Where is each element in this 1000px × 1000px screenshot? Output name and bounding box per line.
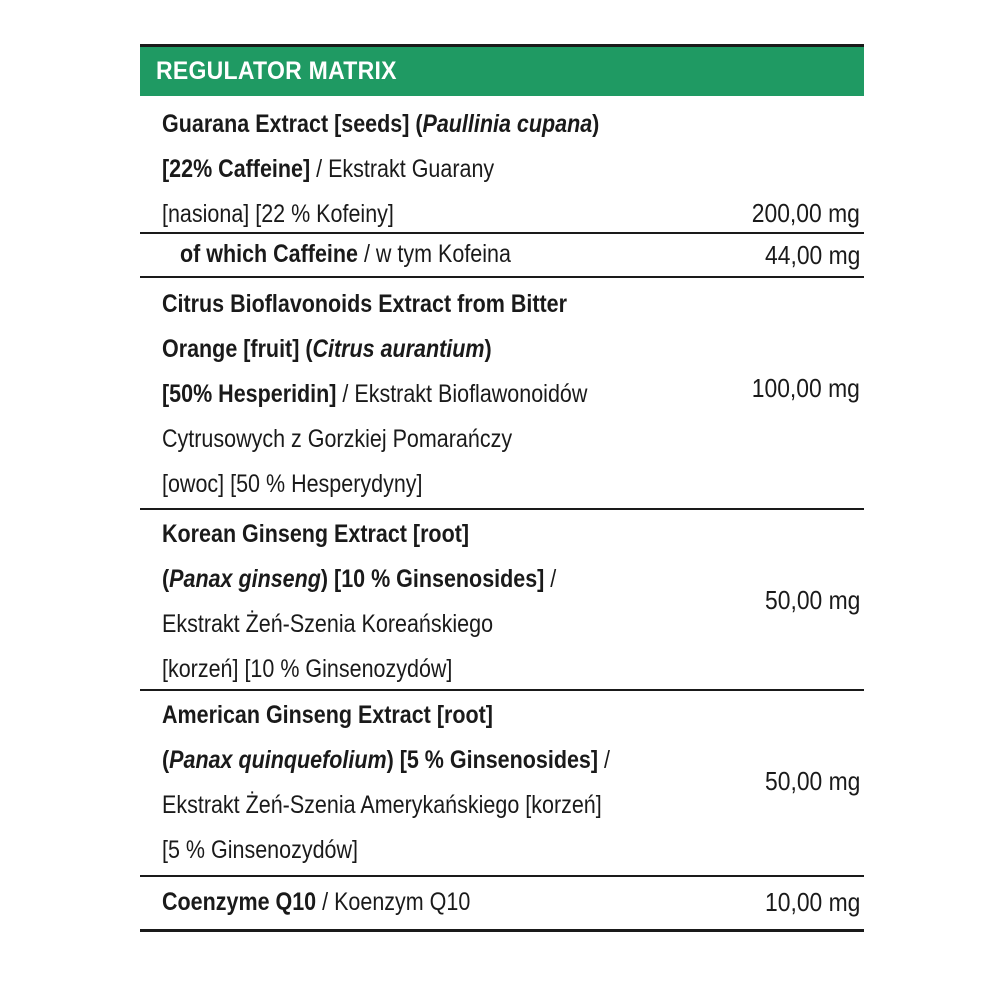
ingredient-amount: 10,00 mg	[764, 887, 860, 917]
description-text: Ekstrakt Żeń-Szenia Koreańskiego	[162, 610, 494, 638]
description-line	[162, 102, 644, 147]
description-line	[162, 880, 644, 925]
latin-name-text: Panax ginseng	[169, 565, 321, 593]
description-text: (	[162, 565, 170, 593]
description-line	[162, 783, 644, 828]
description-line	[162, 462, 644, 507]
ingredient-description	[162, 512, 722, 692]
description-text: [nasiona] [22 % Kofeiny]	[162, 200, 394, 228]
description-line	[162, 372, 644, 417]
description-line	[162, 828, 644, 873]
description-text: Orange [fruit] (	[162, 335, 313, 363]
description-text: [korzeń] [10 % Ginsenozydów]	[162, 655, 453, 683]
ingredient-description	[162, 880, 722, 925]
ingredient-amount: 44,00 mg	[764, 240, 860, 270]
description-text: American Ginseng Extract [root]	[162, 701, 493, 729]
description-text: Guarana Extract [seeds] (	[162, 110, 423, 138]
table-header	[140, 44, 864, 96]
ingredient-row-caffeine	[140, 234, 864, 278]
ingredient-amount: 50,00 mg	[764, 585, 860, 615]
description-text: / w tym Kofeina	[357, 240, 511, 268]
description-line	[162, 192, 644, 237]
description-text: ) [10 % Ginsenosides]	[320, 565, 545, 593]
ingredient-description	[162, 102, 722, 237]
description-line	[162, 557, 644, 602]
description-text: [50% Hesperidin]	[162, 380, 337, 408]
latin-name-text: Paullinia cupana	[422, 110, 593, 138]
description-line	[162, 327, 644, 372]
description-text: Citrus Bioflavonoids Extract from Bitter	[162, 290, 567, 318]
ingredient-row-coenzyme-q10	[140, 877, 864, 932]
description-text: / Koenzym Q10	[316, 888, 471, 916]
description-text: (	[162, 746, 170, 774]
description-line	[162, 693, 644, 738]
latin-name-text: Citrus aurantium	[312, 335, 485, 363]
description-text: Cytrusowych z Gorzkiej Pomarańczy	[162, 425, 513, 453]
description-line	[162, 282, 644, 327]
ingredient-amount: 200,00 mg	[751, 198, 860, 228]
description-line	[162, 417, 644, 462]
description-text: [22% Caffeine]	[162, 155, 311, 183]
ingredient-description	[162, 232, 740, 277]
description-text: Korean Ginseng Extract [root]	[162, 520, 470, 548]
ingredient-description	[162, 282, 722, 507]
description-line	[162, 512, 644, 557]
description-text: /	[544, 565, 557, 593]
description-line	[180, 232, 662, 277]
description-text: Coenzyme Q10	[162, 888, 317, 916]
ingredient-amount: 100,00 mg	[751, 373, 860, 403]
description-text: of which Caffeine	[180, 240, 358, 268]
ingredient-row-korean-ginseng	[140, 510, 864, 691]
ingredient-amount: 50,00 mg	[764, 766, 860, 796]
table-title: REGULATOR MATRIX	[156, 57, 397, 85]
description-text: / Ekstrakt Bioflawonoidów	[336, 380, 588, 408]
description-text: Ekstrakt Żeń-Szenia Amerykańskiego [korzeń]	[162, 791, 602, 819]
description-text: )	[592, 110, 600, 138]
description-line	[162, 602, 644, 647]
latin-name-text: Panax quinquefolium	[169, 746, 387, 774]
ingredient-row-guarana	[140, 96, 864, 234]
description-text: / Ekstrakt Guarany	[310, 155, 495, 183]
description-text: /	[598, 746, 610, 774]
description-text: [5 % Ginsenozydów]	[162, 836, 358, 864]
ingredient-row-american-ginseng	[140, 691, 864, 877]
description-line	[162, 738, 644, 783]
ingredient-table	[140, 44, 864, 932]
description-line	[162, 647, 644, 692]
description-text: [owoc] [50 % Hesperydyny]	[162, 470, 423, 498]
description-text: ) [5 % Ginsenosides]	[386, 746, 599, 774]
ingredient-description	[162, 693, 722, 873]
description-line	[162, 147, 644, 192]
description-text: )	[484, 335, 492, 363]
ingredient-row-citrus	[140, 278, 864, 510]
